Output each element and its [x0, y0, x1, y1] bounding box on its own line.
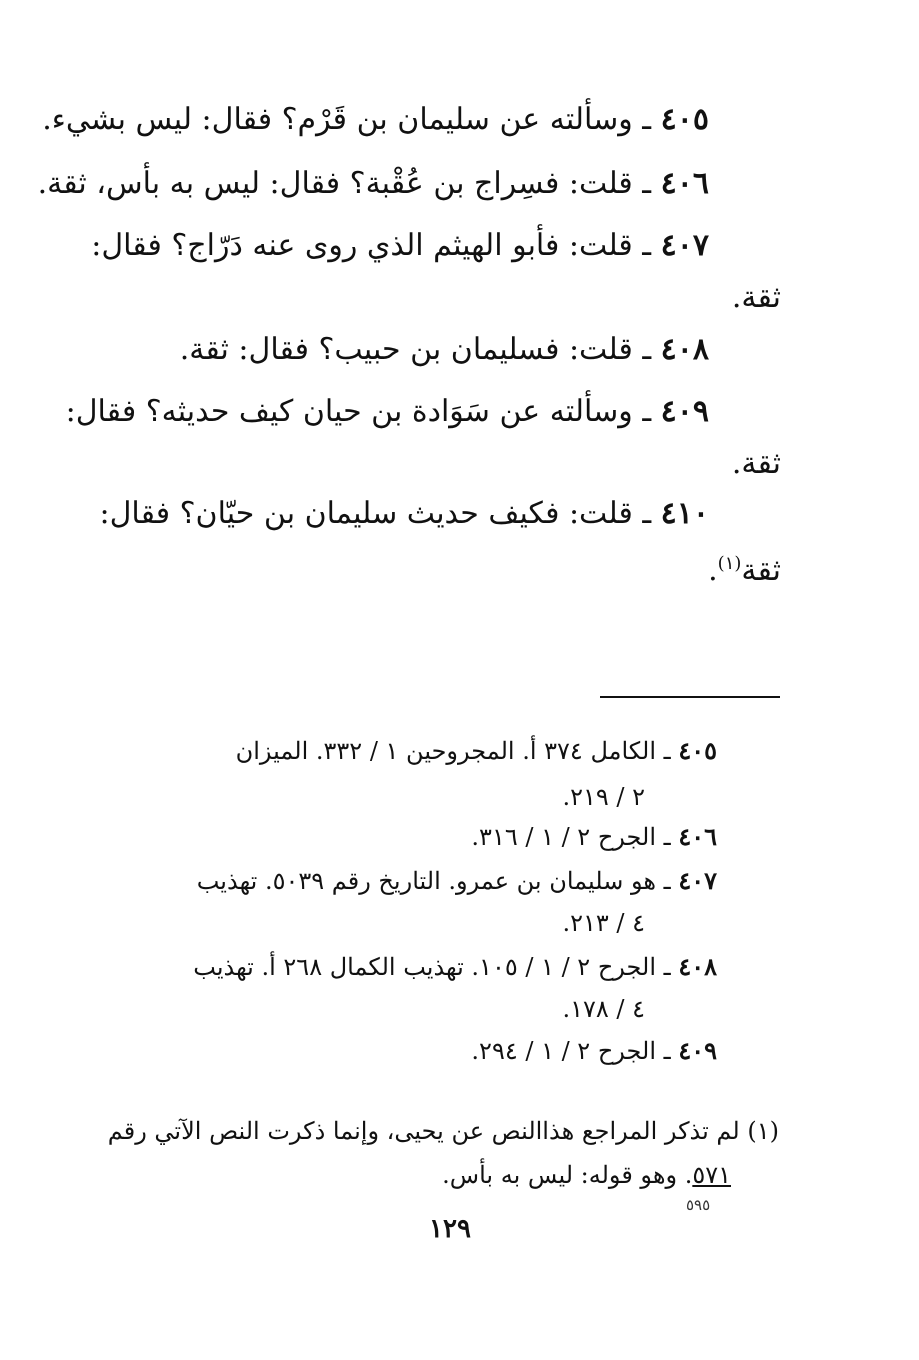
entry-410-continuation — [708, 536, 781, 599]
handwritten-note: ٥٩٥ — [686, 1196, 711, 1214]
reference-number: ٤٠٩ — [678, 1036, 717, 1065]
reference-409 — [471, 1032, 717, 1070]
reference-text: ـ الكامل ٣٧٤ أ. المجروحين ١ / ٣٣٢. الميزان — [235, 737, 671, 765]
reference-number: ٤٠٥ — [678, 736, 717, 765]
reference-text: ـ الجرح ٢ / ١ / ٢٩٤. — [471, 1037, 671, 1065]
entry-text: ـ وسألته عن سَوَادة بن حيان كيف حديثه؟ فقال: — [65, 394, 652, 429]
footnote-reference: (١) — [717, 553, 742, 574]
reference-405 — [236, 732, 717, 770]
entry-407 — [91, 218, 709, 274]
reference-number: ٤٠٨ — [678, 952, 717, 981]
entry-text: ـ قلت: فسِراج بن عُقْبة؟ فقال: ليس به بأس، ثقة. — [37, 166, 652, 201]
reference-408 — [193, 948, 717, 986]
entry-number: ٤١٠ — [660, 496, 709, 531]
reference-number: ٤٠٦ — [678, 822, 717, 851]
entry-text: ـ قلت: فسليمان بن حبيب؟ فقال: ثقة. — [179, 332, 652, 367]
reference-number: ٤٠٧ — [678, 866, 717, 895]
entry-408 — [109, 322, 709, 378]
footnote-text-rest: . وهو قوله: ليس به بأس. — [442, 1161, 693, 1189]
entry-number: ٤٠٦ — [660, 166, 709, 201]
reference-text: ـ الجرح ٢ / ١ / ١٠٥. تهذيب الكمال ٢٦٨ أ. تهذيب — [193, 953, 671, 981]
footnote-1 — [108, 1112, 779, 1150]
entry-text: ـ قلت: فكيف حديث سليمان بن حيّان؟ فقال: — [99, 496, 652, 531]
reference-405-line2: ٢ / ٢١٩. — [562, 783, 645, 811]
entry-410 — [99, 486, 709, 542]
footnote-text: لم تذكر المراجع هذاالنص عن يحيى، وإنما ذكرت النص الآتي رقم — [107, 1117, 740, 1145]
continuation-end: . — [708, 553, 718, 588]
entry-text: ـ وسألته عن سليمان بن قَرْم؟ فقال: ليس بشيء. — [42, 102, 652, 137]
reference-407 — [197, 862, 717, 900]
entry-number: ٤٠٧ — [660, 228, 709, 263]
reference-text: ـ هو سليمان بن عمرو. التاريخ رقم ٥٠٣٩. تهذيب — [196, 867, 671, 895]
entry-number: ٤٠٩ — [660, 394, 709, 429]
page-number: ١٢٩ — [429, 1214, 471, 1244]
continuation-text: ثقة — [741, 553, 781, 588]
entry-number: ٤٠٥ — [660, 102, 709, 137]
footnote-separator — [600, 696, 780, 698]
entry-409-continuation: ثقة. — [731, 446, 781, 481]
reference-407-line2: ٤ / ٢١٣. — [562, 909, 645, 937]
footnote-1-line2 — [442, 1156, 731, 1194]
reference-406 — [471, 818, 717, 856]
entry-409 — [65, 384, 709, 440]
entry-text: ـ قلت: فأبو الهيثم الذي روى عنه دَرّاج؟ فقال: — [91, 228, 652, 263]
entry-405 — [42, 92, 709, 148]
reference-408-line2: ٤ / ١٧٨. — [562, 995, 645, 1023]
footnote-marker: (١) — [747, 1117, 779, 1145]
footnote-cross-reference: ٥٧١ — [692, 1161, 731, 1189]
entry-number: ٤٠٨ — [660, 332, 709, 367]
entry-407-continuation: ثقة. — [731, 280, 781, 315]
reference-text: ـ الجرح ٢ / ١ / ٣١٦. — [471, 823, 671, 851]
entry-406 — [37, 156, 709, 212]
